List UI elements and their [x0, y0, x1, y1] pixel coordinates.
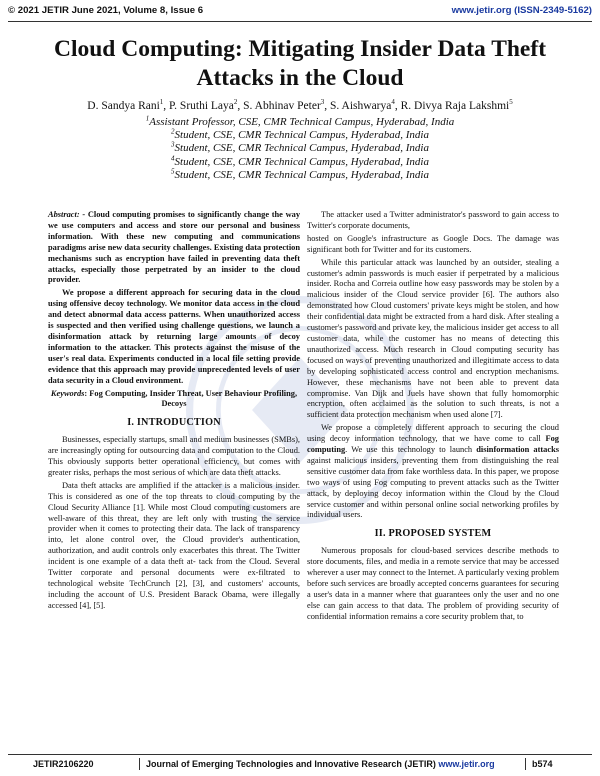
- affiliation: $^3$Student, CSE, CMR Technical Campus, Hyderabad, India: [171, 140, 429, 155]
- affiliation: $^1$Assistant Professor, CSE, CMR Technical Campus, Hyderabad, India: [145, 114, 455, 128]
- left-column: [48, 210, 300, 614]
- page-number: b574: [532, 759, 553, 769]
- header-right[interactable]: [452, 5, 592, 19]
- author: R. Divya Raja Lakshmi: [400, 100, 510, 112]
- paragraph: Numerous proposals for cloud-based services describe methods to store documents, files, and media in a remote service that may be accessed wherever a user may connect to the Internet. A particularly vexing problem before such services are broadly accepted concerns guarantees for securing a user's data in a manner where that guarantees only the user and no one else can gain access to that data. The problem of providing security of confidential information remains a core security problem that, to: [307, 546, 559, 621]
- affiliation: $^4$Student, CSE, CMR Technical Campus, Hyderabad, India: [171, 153, 429, 168]
- affiliation: $^2$Student, CSE, CMR Technical Campus, Hyderabad, India: [171, 127, 429, 142]
- footer-rule: [8, 754, 592, 755]
- paragraph: hosted on Google's infrastructure as Google Docs. The damage was significant both for Twitter and for its customers.: [307, 233, 559, 254]
- abstract: Abstract: - Cloud computing promises to significantly change the way we use computers and access and store our personal and business information. With these new computing and communications paradigms arise new data security challenges. Existing data protection mechanisms such as encryption have failed in preventing data theft attacks, especially those perpetrated by an insider to the cloud provider.: [48, 210, 301, 285]
- journal-link[interactable]: www.jetir.org: [438, 759, 495, 769]
- author: S. Abhinav Peter: [243, 100, 321, 112]
- abstract-label: Abstract: -: [48, 210, 86, 219]
- affiliation-list: [20, 116, 580, 182]
- keywords: Keywords: Fog Computing, Insider Threat, User Behaviour Profiling, Decoys: [50, 388, 298, 409]
- journal-name: Journal of Emerging Technologies and Innovative Research (JETIR) www.jetir.org: [146, 759, 495, 769]
- section-heading-introduction: I. INTRODUCTION: [127, 417, 221, 429]
- paper-title: Cloud Computing: Mitigating Insider Data Theft Attacks in the Cloud: [53, 36, 547, 91]
- paragraph: Businesses, especially startups, small and medium businesses (SMBs), are increasingly opting for outsourcing data and computation to the Cloud. This obviously supports better operational efficiency, but comes with greater risks, perhaps the most serious of which are data theft attacks.: [48, 435, 300, 477]
- page-footer: [8, 757, 592, 771]
- affiliation: $^5$Student, CSE, CMR Technical Campus, Hyderabad, India: [171, 167, 429, 181]
- header-left: © 2021 JETIR June 2021, Volume 8, Issue 6: [8, 5, 204, 16]
- abstract-paragraph: We propose a different approach for securing data in the cloud using offensive decoy technology. We monitor data access in the cloud and detect abnormal data access patterns. When unauthorized access is suspected and then verified using challenge questions, we launch a disinformation attack by returning large amounts of decoy information to the attacker. This protects against the misuse of the user's real data. Experiments conducted in a local file setting provide evidence that this approach may provide unprecedented levels of user data security in a Cloud environment.: [48, 288, 300, 385]
- header-link[interactable]: www.jetir.org (ISSN-2349-5162): [451, 5, 592, 16]
- section-heading-proposed-system: II. PROPOSED SYSTEM: [374, 528, 492, 540]
- page-header: [8, 5, 592, 19]
- author: S. Aishwarya: [330, 100, 392, 112]
- paragraph: We propose a completely different approach to securing the cloud using decoy information technology, that we have come to call Fog computing. We use this technology to launch disinformation attacks against malicious insiders, preventing them from distinguishing the real sensitive customer data from fake worthless data. In this paper, we propose two ways of using Fog computing to prevent attacks such as the Twitter attack, by deploying decoy information within the Cloud by the Cloud service customer and within personal online social networking profiles by individual users.: [307, 423, 559, 520]
- header-rule: [8, 21, 592, 22]
- author-list: D. Sandya Rani$^1$, P. Sruthi Laya$^2$, S. Abhinav Peter$^3$, S. Aishwarya$^4$, R. Divya Raja Lakshmi$^5$: [87, 98, 513, 112]
- paragraph: While this particular attack was launched by an outsider, stealing a customer's admin passwords is much easier if perpetrated by a malicious insider. Rocha and Correia outline how easy passwords may be stolen by a malicious insider of the Cloud service provider [6]. The authors also demonstrated how Cloud customers' private keys might be stolen, and how their confidential data might be extracted from a hard disk. After stealing a customer's password and private key, the malicious insider get access to all customer data, while the customer has no means of detecting this unauthorized access. Much research in Cloud computing security has focused on ways of preventing unauthorized and illegitimate access to data by developing sophisticated access control and encryption mechanisms. However, these mechanisms have not been able to prevent data compromise. Van Dijk and Juels have shown that fully homomorphic encryption, often acclaimed as the solution to such threats, is not a sufficient data protection mechanism when used alone [7].: [307, 257, 559, 420]
- paragraph: Data theft attacks are amplified if the attacker is a malicious insider. This is considered as one of the top threats to cloud computing by the Cloud Security Alliance [1]. While most Cloud computing customers are well-aware of this threat, they are left only with trusting the service provider when it comes to protecting their data. The lack of transparency into, let alone control over, the Cloud provider's authentication, authorization, and audit controls only exacerbates this threat. The Twitter incident is one example of a data theft at- tack from the Cloud. Several Twitter corporate and personal documents were ex-filtrated to technological website TechCrunch [2], [3], and customers' accounts, including the account of U.S. President Barack Obama, were illegally accessed [4], [5].: [48, 480, 300, 610]
- right-column: [307, 210, 559, 625]
- paper-id: JETIR2106220: [33, 759, 94, 769]
- author: P. Sruthi Laya: [169, 100, 234, 112]
- paragraph: The attacker used a Twitter administrator's password to gain access to Twitter's corporate documents,: [307, 210, 559, 230]
- author: D. Sandya Rani: [87, 100, 160, 112]
